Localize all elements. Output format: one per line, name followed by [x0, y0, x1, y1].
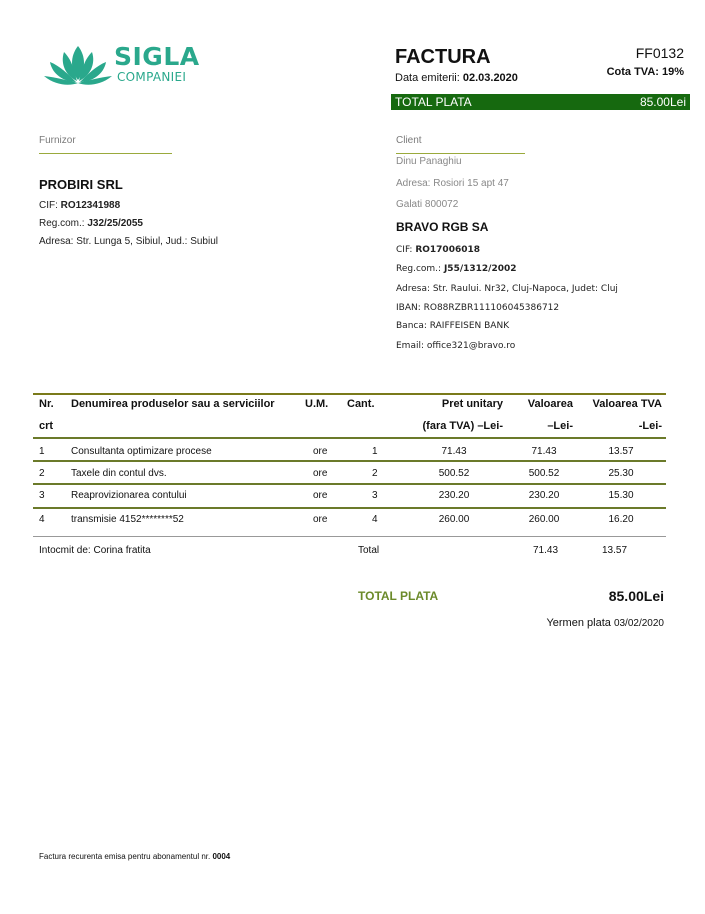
client-person-address: Adresa: Rosiori 15 apt 47	[396, 178, 509, 189]
supplier-section-label: Furnizor	[39, 135, 76, 146]
client-address: Adresa: Str. Raului. Nr32, Cluj-Napoca, Judet: Cluj	[396, 284, 618, 294]
due-date	[470, 617, 664, 629]
row-description: Consultanta optimizare procese	[71, 446, 212, 457]
total-vat: 13.57	[602, 545, 628, 556]
footer-note-number: 0004	[212, 852, 231, 861]
client-reg-value: J55/1312/2002	[443, 264, 517, 274]
total-bar	[391, 94, 690, 110]
row-description: Taxele din contul dvs.	[71, 468, 167, 479]
row-price: 230.20	[438, 490, 470, 501]
supplier-reg-value: J32/25/2055	[87, 218, 143, 229]
header-price: Pret unitary	[441, 398, 503, 410]
row-nr: 4	[39, 514, 45, 525]
client-iban: IBAN: RO88RZBR111106045386712	[396, 303, 560, 313]
client-person: Dinu Panaghiu	[396, 156, 462, 167]
supplier-reg-label: Reg.com.:	[39, 218, 85, 229]
row-value: 71.43	[531, 446, 557, 457]
row-vat: 25.30	[608, 468, 634, 479]
row-value: 500.52	[528, 468, 560, 479]
header-nr: Nr.	[39, 398, 54, 410]
client-company: BRAVO RGB SA	[396, 220, 489, 234]
logo-text-sub: COMPANIEI	[117, 70, 187, 84]
client-cif	[396, 245, 480, 255]
footer-note	[39, 852, 230, 861]
row-qty: 2	[372, 468, 378, 479]
grand-total-value: 85.00Lei	[608, 588, 664, 604]
grand-total-label: TOTAL PLATA	[358, 589, 439, 603]
row-price: 500.52	[438, 468, 470, 479]
supplier-address: Adresa: Str. Lunga 5, Sibiul, Jud.: Subiul	[39, 236, 218, 247]
lotus-icon	[42, 40, 114, 92]
total-bar-value: 85.00Lei	[639, 95, 686, 109]
table-top-rule	[33, 393, 666, 395]
due-date-label: Yermen plata	[546, 617, 611, 629]
client-email: Email: office321@bravo.ro	[396, 341, 516, 351]
header-crt: crt	[39, 420, 54, 432]
header-qty: Cant.	[347, 398, 375, 410]
invoice-title: FACTURA	[395, 46, 491, 68]
total-bar-label: TOTAL PLATA	[395, 95, 472, 109]
row-divider	[33, 460, 666, 462]
header-value-unit: –Lei-	[547, 420, 573, 432]
client-bank: Banca: RAIFFEISEN BANK	[396, 321, 510, 331]
row-divider	[33, 483, 666, 485]
header-price-unit: (fara TVA) –Lei-	[422, 420, 503, 432]
vat-rate: Cota TVA: 19%	[606, 66, 684, 78]
client-cif-label: CIF:	[396, 245, 413, 255]
header-vat: Valoarea TVA	[592, 398, 662, 410]
table-header-rule	[33, 437, 666, 439]
client-cif-value: RO17006018	[415, 245, 481, 255]
due-date-value: 03/02/2020	[613, 618, 664, 629]
items-table	[33, 393, 666, 539]
total-value: 71.43	[533, 545, 559, 556]
row-qty: 1	[372, 446, 378, 457]
table-bottom-rule	[33, 536, 666, 537]
row-nr: 2	[39, 468, 45, 479]
row-value: 260.00	[528, 514, 560, 525]
row-um: ore	[313, 468, 328, 479]
prepared-by: Intocmit de: Corina fratita	[39, 545, 151, 556]
row-vat: 16.20	[608, 514, 634, 525]
row-vat: 13.57	[608, 446, 634, 457]
row-nr: 3	[39, 490, 45, 501]
supplier-divider	[39, 153, 172, 154]
supplier-cif-label: CIF:	[39, 200, 58, 211]
client-reg-label: Reg.com.:	[396, 264, 442, 274]
row-um: ore	[313, 514, 328, 525]
issue-date	[395, 72, 518, 84]
row-description: transmisie 4152********52	[71, 514, 184, 525]
issue-date-value: 02.03.2020	[462, 72, 518, 84]
header-um: U.M.	[305, 398, 329, 410]
row-price: 260.00	[438, 514, 470, 525]
row-um: ore	[313, 446, 328, 457]
header-value: Valoarea	[527, 398, 573, 410]
client-reg	[396, 264, 517, 274]
header-vat-unit: -Lei-	[638, 420, 662, 432]
row-vat: 15.30	[608, 490, 634, 501]
row-price: 71.43	[441, 446, 467, 457]
logo-text-main: SIGLA	[114, 42, 200, 71]
header-description: Denumirea produselor sau a serviciilor	[71, 398, 275, 410]
client-divider	[396, 153, 525, 154]
footer-note-text: Factura recurenta emisa pentru abonamentul nr.	[39, 852, 211, 861]
invoice-number: FF0132	[635, 45, 684, 61]
client-section-label: Client	[396, 135, 422, 146]
client-person-city: Galati 800072	[396, 199, 459, 210]
issue-date-label: Data emiterii:	[395, 72, 460, 84]
row-divider	[33, 507, 666, 509]
company-logo	[42, 40, 212, 92]
supplier-name: PROBIRI SRL	[39, 177, 123, 192]
supplier-cif	[39, 200, 120, 211]
row-qty: 3	[372, 490, 378, 501]
row-description: Reaprovizionarea contului	[71, 490, 187, 501]
row-value: 230.20	[528, 490, 560, 501]
total-label: Total	[358, 545, 380, 556]
supplier-cif-value: RO12341988	[60, 200, 121, 211]
row-nr: 1	[39, 446, 45, 457]
supplier-reg	[39, 218, 143, 229]
row-qty: 4	[372, 514, 378, 525]
row-um: ore	[313, 490, 328, 501]
